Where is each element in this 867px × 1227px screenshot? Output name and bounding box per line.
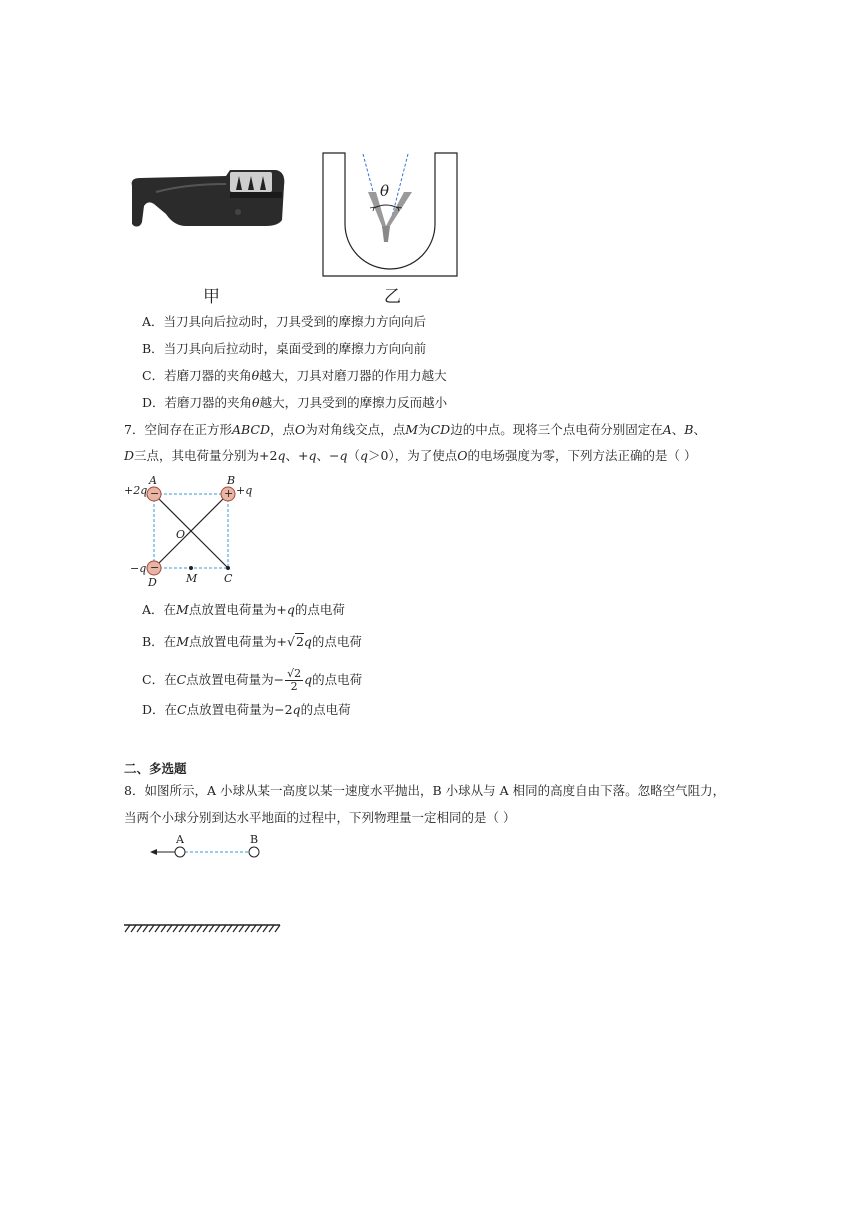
fig7-sign-b: + xyxy=(224,487,234,500)
theta-label: θ xyxy=(380,182,390,200)
fig7-sign-a: − xyxy=(150,487,160,500)
projectile-diagram xyxy=(146,840,266,862)
fig7-label-b: B xyxy=(227,474,236,487)
q8-stem-line2: 当两个小球分别到达水平地面的过程中，下列物理量一定相同的是（ ） xyxy=(124,810,516,825)
fraction-sqrt2-over-2: $\frac{√2}{2}$ xyxy=(287,667,302,693)
section-title-multiple-choice: 二、多选题 xyxy=(124,761,187,776)
q8-stem-line1: 8．如图所示，A 小球从某一高度以某一速度水平抛出，B 小球从与 A 相同的高度自由下落。忽略空气阻力， xyxy=(124,783,726,798)
caption-yi: 乙 xyxy=(384,287,401,307)
q6-option-a: A．当刀具向后拉动时，刀具受到的摩擦力方向向后 xyxy=(142,314,427,329)
caption-jia: 甲 xyxy=(203,287,220,307)
q7-option-c: C．在C点放置电荷量为− $\frac{√2}{2}$ q的点电荷 xyxy=(142,667,363,693)
knife-sharpener-image xyxy=(126,164,288,232)
q6-option-c: C．若磨刀器的夹角θ越大，刀具对磨刀器的作用力越大 xyxy=(142,368,447,383)
fig7-label-c: C xyxy=(224,572,233,585)
fig7-sign-d: − xyxy=(150,561,160,574)
fig7-label-o: O xyxy=(176,528,186,541)
q7-option-a: A．在M点放置电荷量为+q的点电荷 xyxy=(142,602,345,617)
q7-option-b: B．在M点放置电荷量为+√2q的点电荷 xyxy=(142,634,362,649)
fig7-label-a: A xyxy=(149,474,157,487)
sharpener-cross-section-diagram xyxy=(322,152,460,278)
q7-option-d: D．在C点放置电荷量为−2q的点电荷 xyxy=(142,702,351,717)
fig7-label-m: M xyxy=(186,572,198,585)
fig8-label-b: B xyxy=(250,833,259,846)
q6-option-b: B．当刀具向后拉动时，桌面受到的摩擦力方向向前 xyxy=(142,341,427,356)
q6-option-d: D．若磨刀器的夹角θ越大，刀具受到的摩擦力反而越小 xyxy=(142,395,448,410)
fig7-charge-d: −q xyxy=(130,562,147,575)
fig7-charge-b: +q xyxy=(236,484,253,497)
fig7-charge-a: +2q xyxy=(124,484,148,497)
fig7-label-d: D xyxy=(148,576,157,589)
q7-stem-line2: D三点，其电荷量分别为+2q、+q、−q（q＞0），为了使点O的电场强度为零，下列方法正确的是（ ） xyxy=(124,448,697,463)
q7-stem-line1: 7．空间存在正方形ABCD，点O为对角线交点，点M为CD边的中点。现将三个点电荷分别固定在A、B、 xyxy=(124,422,706,437)
ground-surface xyxy=(124,922,282,934)
fig8-label-a: A xyxy=(176,833,184,846)
